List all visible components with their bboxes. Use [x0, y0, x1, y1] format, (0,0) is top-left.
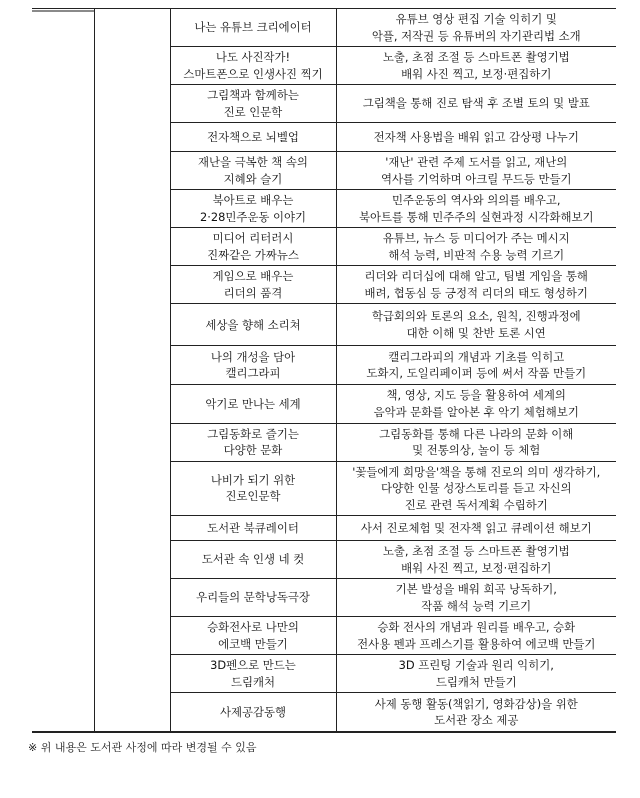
program-description-line: 배워 사진 찍고, 보정·편집하기: [401, 66, 552, 81]
blank-cell: [94, 461, 170, 516]
blank-cell: [32, 85, 94, 123]
program-description-line: 진로 관련 독서계획 수립하기: [404, 497, 548, 512]
table-row: [32, 47, 616, 85]
program-description: [336, 346, 616, 385]
blank-cell: [32, 190, 94, 228]
table-row: [32, 85, 616, 123]
program-description-line: 다양한 인물 성장스토리를 듣고 자신의: [380, 481, 572, 496]
table-row: [32, 617, 616, 655]
program-description: [336, 693, 616, 732]
blank-cell: [94, 266, 170, 304]
program-title-line: 나의 개성을 담아: [210, 349, 296, 364]
program-description-line: 작품 해석 능력 기르기: [421, 598, 532, 613]
program-description-line: 민주운동의 역사와 의의를 배우고,: [391, 193, 561, 208]
program-title-line: 그림책과 함께하는: [207, 88, 299, 103]
blank-cell: [94, 85, 170, 123]
program-title-line: 캘리그라피: [225, 366, 281, 381]
program-description-line: 배려, 협동심 등 긍정적 리더의 태도 형성하기: [364, 285, 588, 300]
table-row: [32, 304, 616, 346]
program-description-line: 승화 전사의 개념과 원리를 배우고, 승화: [377, 620, 576, 635]
program-title: [170, 461, 336, 516]
blank-cell: [94, 385, 170, 423]
program-description: [336, 123, 616, 152]
table-row: [32, 579, 616, 617]
program-description: [336, 152, 616, 190]
program-description-line: 도화지, 도일리페이퍼 등에 써서 작품 만들기: [366, 366, 587, 381]
program-title: [170, 123, 336, 152]
table-row: [32, 9, 616, 47]
program-description: [336, 228, 616, 266]
blank-cell: [32, 304, 94, 346]
program-description: [336, 579, 616, 617]
blank-cell: [32, 461, 94, 516]
blank-cell: [32, 152, 94, 190]
table-row: [32, 346, 616, 385]
program-description-line: 유튜브, 뉴스 등 미디어가 주는 메시지: [382, 231, 570, 246]
program-description-line: 역사를 기억하며 아크릴 무드등 만들기: [380, 171, 572, 186]
program-title: [170, 152, 336, 190]
program-title-line: 리더의 품격: [223, 285, 283, 300]
footnote: ※ 위 내용은 도서관 사정에 따라 변경될 수 있음: [28, 741, 257, 754]
program-title: [170, 9, 336, 47]
table-row: [32, 655, 616, 693]
blank-cell: [94, 693, 170, 732]
program-title-line: 진로 인문학: [223, 104, 283, 119]
program-description: [336, 9, 616, 47]
program-title-line: 2·28민주운동 이야기: [199, 209, 306, 224]
blank-cell: [32, 266, 94, 304]
program-description-line: 3D 프린팅 기술과 원리 익히기,: [398, 658, 554, 673]
blank-cell: [94, 190, 170, 228]
blank-cell: [32, 385, 94, 423]
blank-cell: [32, 228, 94, 266]
table-row: [32, 228, 616, 266]
blank-cell: [94, 123, 170, 152]
program-description-line: 전사용 펜과 프레스기를 활용하여 에코백 만들기: [357, 636, 596, 651]
table-row: [32, 123, 616, 152]
blank-cell: [94, 228, 170, 266]
program-title-line: 전자책으로 뇌벨업: [207, 129, 299, 144]
program-description: [336, 190, 616, 228]
program-description: [336, 423, 616, 461]
program-description-line: 그림동화를 통해 다른 나라의 문화 이해: [379, 426, 574, 441]
program-title-line: 악기로 만나는 세계: [205, 396, 301, 411]
program-description-line: 리더와 리더십에 대해 알고, 팀별 게임을 통해: [364, 269, 588, 284]
blank-cell: [32, 423, 94, 461]
program-title-line: 우리들의 문학낭독극장: [196, 590, 310, 605]
program-description-line: 해석 능력, 비판적 수용 능력 기르기: [388, 247, 565, 262]
program-title-line: 다양한 문화: [223, 443, 283, 458]
blank-cell: [32, 617, 94, 655]
program-title-line: 사제공감동행: [219, 704, 287, 719]
program-description-line: 악플, 저작권 등 유튜버의 자기관리법 소개: [371, 28, 581, 43]
program-description-line: '재난' 관련 주제 도서를 읽고, 재난의: [385, 155, 568, 170]
table-row: [32, 516, 616, 541]
program-description-line: 노출, 초점 조절 등 스마트폰 촬영기법: [382, 544, 570, 559]
program-description: [336, 266, 616, 304]
table-row: [32, 266, 616, 304]
blank-cell: [94, 516, 170, 541]
program-title-line: 나비가 되기 위한: [210, 472, 296, 487]
program-description: [336, 47, 616, 85]
program-title-line: 세상을 향해 소리쳐: [205, 317, 301, 332]
program-title-line: 재난을 극복한 책 속의: [198, 155, 308, 170]
program-description: [336, 85, 616, 123]
program-title-line: 게임으로 배우는: [212, 269, 294, 284]
program-description-line: 도서관 장소 제공: [434, 713, 519, 728]
program-description-line: 음악과 문화를 알아본 후 악기 체험해보기: [373, 404, 579, 419]
program-description-line: 그림책을 통해 진로 탐색 후 조별 토의 및 발표: [362, 96, 590, 111]
program-title-line: 도서관 북큐레이터: [207, 520, 299, 535]
program-table: [32, 8, 616, 733]
program-description: [336, 461, 616, 516]
program-description-line: 북아트를 통해 민주주의 실현과정 시각화해보기: [358, 209, 594, 224]
blank-cell: [94, 579, 170, 617]
program-title-line: 에코백 만들기: [218, 636, 288, 651]
program-title-line: 도서관 속 인생 네 컷: [201, 552, 305, 567]
blank-cell: [94, 152, 170, 190]
program-title: [170, 541, 336, 579]
table-row: [32, 693, 616, 732]
program-title: [170, 579, 336, 617]
program-description-line: 노출, 초점 조절 등 스마트폰 촬영기법: [382, 50, 570, 65]
program-description-line: 배워 사진 찍고, 보정·편집하기: [401, 560, 552, 575]
program-description-line: 책, 영상, 지도 등을 활용하여 세계의: [386, 388, 566, 403]
program-description-line: 사제 동행 활동(책읽기, 영화감상)을 위한: [374, 696, 578, 711]
program-table-body: [32, 9, 616, 732]
blank-cell: [32, 516, 94, 541]
program-description: [336, 655, 616, 693]
table-row: [32, 152, 616, 190]
blank-cell: [32, 579, 94, 617]
program-description-line: 및 전통의상, 놀이 등 체험: [412, 443, 541, 458]
program-title: [170, 617, 336, 655]
blank-cell: [94, 304, 170, 346]
program-title-line: 나도 사진작가!: [215, 50, 291, 65]
program-description-line: 유튜브 영상 편집 기술 익히기 및: [395, 12, 557, 26]
blank-cell: [32, 9, 94, 47]
program-title: [170, 228, 336, 266]
program-description: [336, 541, 616, 579]
program-description-line: 학급회의와 토론의 요소, 원칙, 진행과정에: [371, 309, 581, 324]
table-row: [32, 190, 616, 228]
program-description-line: 전자책 사용법을 배워 읽고 감상평 나누기: [373, 129, 579, 144]
blank-cell: [94, 655, 170, 693]
table-row: [32, 385, 616, 423]
program-title-line: 지혜와 슬기: [223, 171, 283, 186]
program-title-line: 북아트로 배우는: [212, 193, 294, 208]
program-title: [170, 423, 336, 461]
program-description-line: 캘리그라피의 개념과 기초를 익히고: [388, 349, 565, 364]
program-title-line: 그림동화로 즐기는: [207, 426, 299, 441]
program-description: [336, 617, 616, 655]
blank-cell: [32, 541, 94, 579]
program-title: [170, 85, 336, 123]
blank-cell: [94, 47, 170, 85]
program-description: [336, 516, 616, 541]
blank-cell: [32, 655, 94, 693]
blank-cell: [94, 541, 170, 579]
program-title-line: 진짜같은 가짜뉴스: [207, 247, 299, 262]
table-row: [32, 461, 616, 516]
program-description: [336, 385, 616, 423]
program-description-line: 기본 발성을 배워 희곡 낭독하기,: [395, 582, 557, 597]
table-row: [32, 423, 616, 461]
program-title-line: 드림캐처: [230, 674, 275, 689]
blank-cell: [32, 123, 94, 152]
program-description-line: '꽃들에게 희망을'책을 통해 진로의 의미 생각하기,: [352, 464, 601, 479]
program-title: [170, 516, 336, 541]
blank-cell: [94, 423, 170, 461]
program-description-line: 사서 진로체험 및 전자책 읽고 큐레이션 해보기: [360, 520, 592, 535]
program-title: [170, 655, 336, 693]
program-title-line: 스마트폰으로 인생사진 찍기: [183, 66, 323, 81]
program-title-line: 진로인문학: [225, 489, 281, 504]
blank-cell: [94, 346, 170, 385]
program-title: [170, 346, 336, 385]
program-title-line: 승화전사로 나만의: [207, 620, 299, 635]
program-title: [170, 266, 336, 304]
program-description-line: 대한 이해 및 찬반 토론 시연: [406, 325, 546, 340]
program-title-line: 미디어 리터러시: [212, 231, 294, 246]
blank-cell: [94, 9, 170, 47]
program-title: [170, 190, 336, 228]
program-title: [170, 47, 336, 85]
blank-cell: [32, 693, 94, 732]
program-title-line: 3D펜으로 만드는: [210, 658, 296, 673]
program-description: [336, 304, 616, 346]
blank-cell: [32, 346, 94, 385]
blank-cell: [32, 47, 94, 85]
blank-cell: [94, 617, 170, 655]
table-row: [32, 541, 616, 579]
program-title: [170, 304, 336, 346]
program-title-line: 나는 유튜브 크리에이터: [194, 20, 312, 35]
program-title: [170, 385, 336, 423]
program-title: [170, 693, 336, 732]
program-description-line: 드림캐처 만들기: [435, 674, 517, 689]
